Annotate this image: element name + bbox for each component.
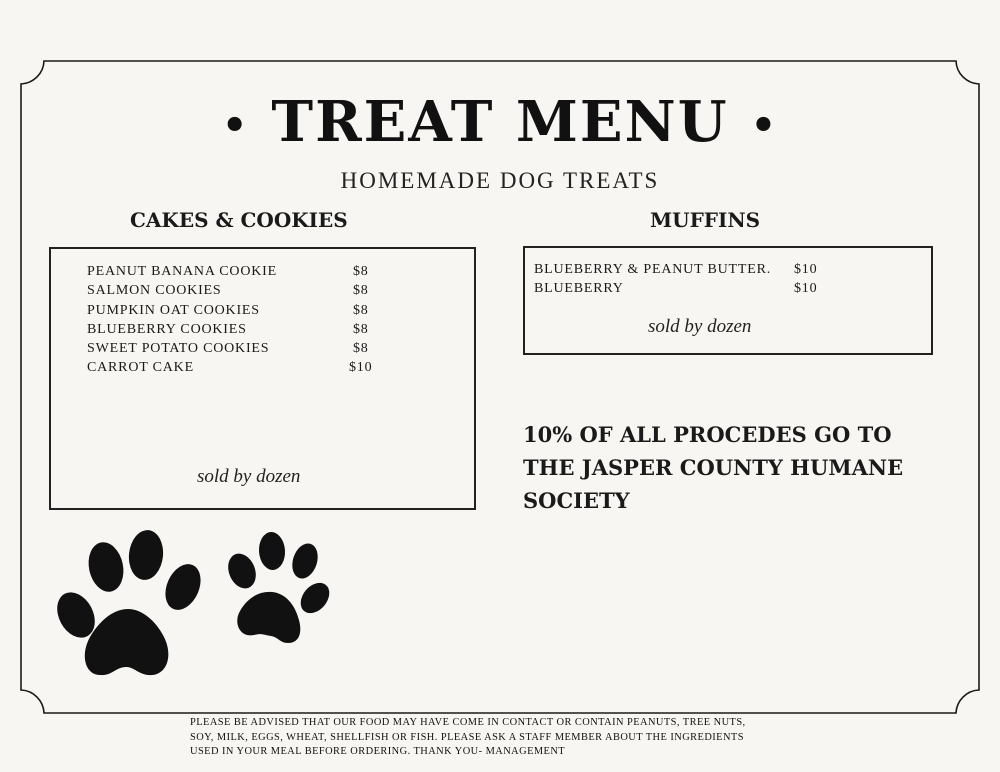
cakes-list bbox=[87, 264, 387, 380]
paw-prints bbox=[50, 525, 340, 685]
proceeds-statement bbox=[523, 418, 923, 517]
allergen-disclaimer bbox=[190, 716, 850, 760]
list-item bbox=[87, 360, 387, 379]
item-price: $8 bbox=[353, 264, 369, 279]
item-name: BLUEBERRY COOKIES bbox=[87, 321, 247, 337]
list-item bbox=[87, 322, 387, 341]
item-name: SWEET POTATO COOKIES bbox=[87, 341, 270, 357]
item-name: SALMON COOKIES bbox=[87, 283, 222, 299]
item-name: BLUEBERRY bbox=[534, 281, 624, 297]
proceeds-line: 10% OF ALL PROCEDES GO TO bbox=[523, 422, 892, 447]
paw-print-icon bbox=[50, 528, 207, 675]
proceeds-line: THE JASPER COUNTY HUMANE bbox=[523, 455, 904, 480]
title-dot-right: • bbox=[750, 102, 779, 150]
item-price: $8 bbox=[353, 341, 369, 357]
disclaimer-line: SOY, MILK, EGGS, WHEAT, SHELLFISH OR FISH. PLEASE ASK A STAFF MEMBER ABOUT THE INGREDIENTS bbox=[190, 731, 744, 743]
item-price: $8 bbox=[353, 283, 369, 299]
paw-print-icon bbox=[223, 531, 335, 643]
item-price: $8 bbox=[353, 321, 369, 337]
muffins-list bbox=[534, 262, 834, 301]
menu-title-text: TREAT MENU bbox=[271, 89, 729, 155]
list-item bbox=[534, 262, 834, 281]
item-price: $8 bbox=[353, 302, 369, 318]
list-item bbox=[87, 303, 387, 322]
item-name: PUMPKIN OAT COOKIES bbox=[87, 302, 260, 318]
item-name: BLUEBERRY & PEANUT BUTTER. bbox=[534, 262, 772, 277]
item-price: $10 bbox=[349, 360, 373, 376]
item-price: $10 bbox=[794, 262, 818, 277]
cakes-heading: CAKES & COOKIES bbox=[130, 208, 348, 232]
list-item bbox=[87, 264, 387, 283]
item-name: CARROT CAKE bbox=[87, 360, 194, 376]
proceeds-line: SOCIETY bbox=[523, 488, 630, 513]
title-dot-left: • bbox=[221, 102, 250, 150]
muffins-sold-note: sold by dozen bbox=[648, 316, 752, 337]
cakes-sold-note: sold by dozen bbox=[197, 466, 301, 487]
disclaimer-line: USED IN YOUR MEAL BEFORE ORDERING. THANK YOU- MANAGEMENT bbox=[190, 746, 566, 757]
list-item bbox=[534, 281, 834, 300]
item-name: PEANUT BANANA COOKIE bbox=[87, 264, 277, 279]
menu-subtitle: HOMEMADE DOG TREATS bbox=[340, 168, 660, 193]
menu-title bbox=[0, 86, 1000, 162]
list-item bbox=[87, 341, 387, 360]
disclaimer-line: PLEASE BE ADVISED THAT OUR FOOD MAY HAVE COME IN CONTACT OR CONTAIN PEANUTS, TREE NUTS, bbox=[190, 717, 746, 728]
item-price: $10 bbox=[794, 281, 818, 297]
list-item bbox=[87, 283, 387, 302]
muffins-heading: MUFFINS bbox=[650, 208, 761, 232]
